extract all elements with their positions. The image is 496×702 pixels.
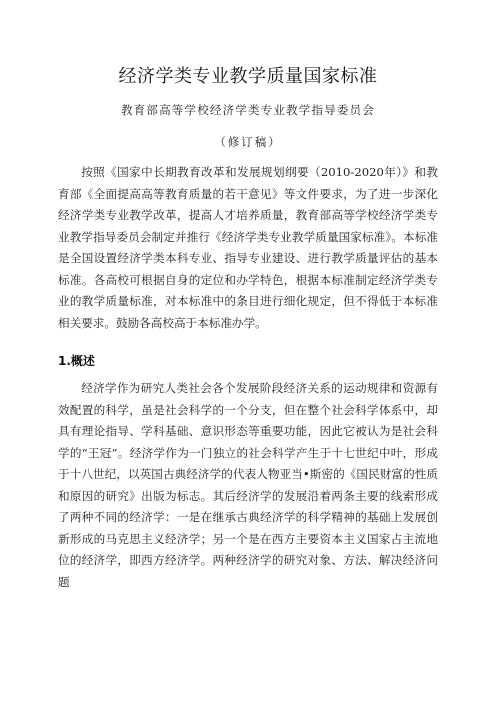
- section-heading-overview: 1.概述: [58, 354, 95, 368]
- overview-paragraph: 经济学作为研究人类社会各个发展阶段经济关系的运动规律和资源有效配置的科学，虽是社会科学的一个分支，但在整个社会科学体系中，却具有理论指导、学科基础、意识形态等重要功能，因此它被认为是社会科学的“王冠”。经济学作为一门独立的社会科学产生于十七世纪中叶，形成于十八世纪，以英国古典经济学的代表人物亚当•斯密的《国民财富的性质和原因的研究》出版为标志。其后经济学的发展沿着两条主要的线索形成了两种不同的经济学：一是在继承古典经济学的科学精神的基础上发展创新形成的马克思主义经济学；另一个是在西方主要资本主义国家占主流地位的经济学，即西方经济学。两种经济学的研究对象、方法、解决经济问题: [58, 381, 438, 589]
- document-subtitle: 教育部高等学校经济学类专业教学指导委员会: [121, 103, 375, 117]
- document-title: 经济学类专业教学质量国家标准: [118, 66, 378, 87]
- revision-label: （修订稿）: [214, 135, 282, 149]
- intro-paragraph: 按照《国家中长期教育改革和发展规划纲要（2010-2020年）》和教育部《全面提高高等教育质量的若干意见》等文件要求，为了进一步深化经济学类专业教学改革，提高人才培养质量，教育部高等学校经济学类专业教学指导委员会制定并推行《经济学类专业教学质量国家标准》。本标准是全国设置经济学类本科专业、指导专业建设、进行教学质量评估的基本标准。各高校可根据自身的定位和办学特色，根据本标准制定经济学类专业的教学质量标准，对本标准中的条目进行细化规定，但不得低于本标准相关要求。鼓励各高校高于本标准办学。: [58, 165, 438, 330]
